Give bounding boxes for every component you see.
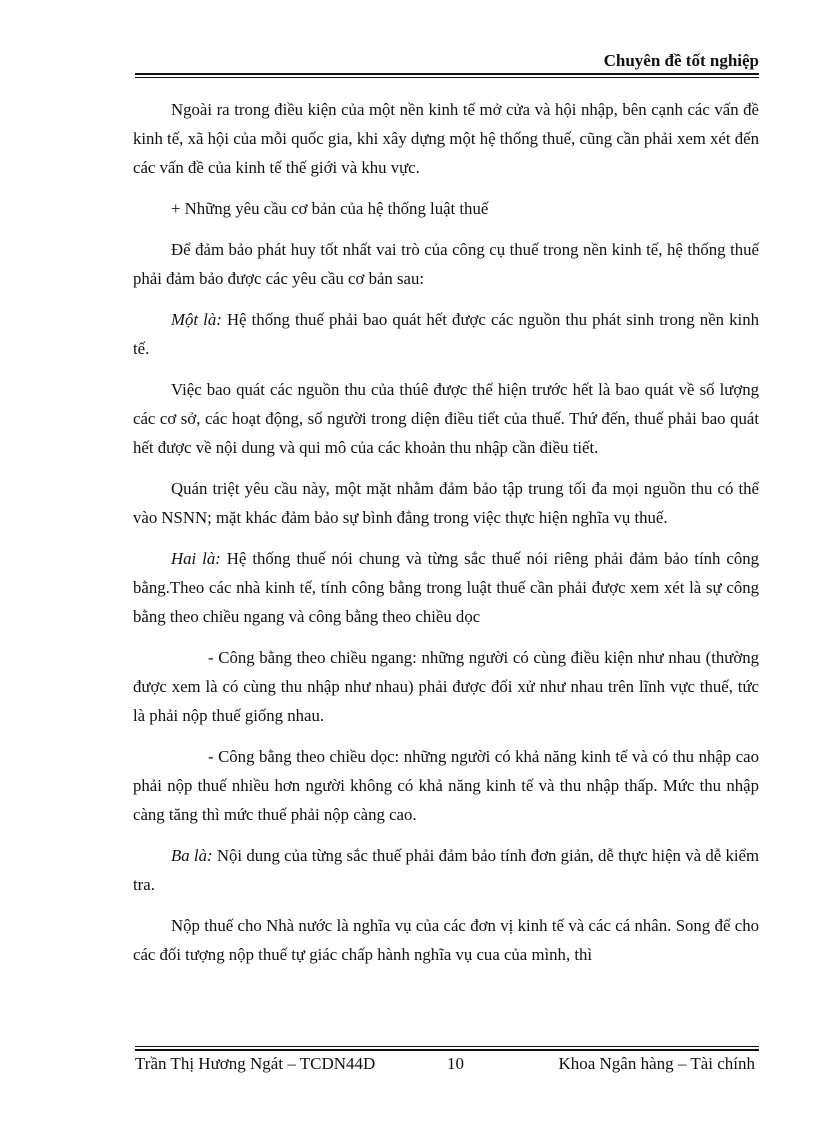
paragraph-text: Nộp thuế cho Nhà nước là nghĩa vụ của các đơn vị kinh tế và các cá nhân. Song để cho các đối tượng nộp thuế tự giác chấp hành nghĩa vụ cua của mình, thì bbox=[133, 916, 759, 964]
paragraph bbox=[133, 375, 759, 462]
paragraph bbox=[133, 235, 759, 293]
paragraph-text: Việc bao quát các nguồn thu của thúê được thể hiện trước hết là bao quát về số lượng các cơ sở, các hoạt động, số người trong diện điều tiết của thuế. Thứ đến, thuế phải bao quát hết được về nội dung và qui mô của các khoản thu nhập cần điều tiết. bbox=[133, 380, 759, 457]
paragraph-lead: Một là: bbox=[171, 310, 222, 329]
paragraph-intro bbox=[133, 95, 759, 182]
paragraph-requirement-1 bbox=[133, 305, 759, 363]
paragraph-text: Để đảm bảo phát huy tốt nhất vai trò của công cụ thuế trong nền kinh tế, hệ thống thuế phải đảm bảo được các yêu cầu cơ bản sau: bbox=[133, 240, 759, 288]
paragraph-bullet bbox=[133, 742, 759, 829]
paragraph-requirement-2 bbox=[133, 544, 759, 631]
footer-rule-thick bbox=[135, 1049, 759, 1051]
paragraph bbox=[133, 474, 759, 532]
paragraph-text: Hệ thống thuế nói chung và từng sắc thuế nói riêng phải đảm bảo tính công bằng.Theo các nhà kinh tế, tính công bằng trong luật thuế cần phải được xem xét là sự công bằng theo chiều ngang và công bằng theo chiều dọc bbox=[133, 549, 759, 626]
paragraph-bullet bbox=[133, 643, 759, 730]
page-number: 10 bbox=[447, 1054, 464, 1073]
paragraph-text: Quán triệt yêu cầu này, một mặt nhằm đảm bảo tập trung tối đa mọi nguồn thu có thể vào NSNN; mặt khác đảm bảo sự bình đẳng trong việc thực hiện nghĩa vụ thuế. bbox=[133, 479, 759, 527]
paragraph-lead: Hai là: bbox=[171, 549, 221, 568]
page-header bbox=[135, 50, 759, 78]
paragraph-lead: Ba là: bbox=[171, 846, 213, 865]
paragraph-text: Ngoài ra trong điều kiện của một nền kinh tế mở cửa và hội nhập, bên cạnh các vấn đề kinh tế, xã hội của mỗi quốc gia, khi xây dựng một hệ thống thuế, cũng cần phải xem xét đến các vấn đề của kinh tế thế giới và khu vực. bbox=[133, 100, 759, 177]
footer-rule-thin bbox=[135, 1046, 759, 1047]
paragraph-text: Nội dung của từng sắc thuế phải đảm bảo tính đơn giản, dễ thực hiện và dễ kiểm tra. bbox=[133, 846, 759, 894]
footer-author: Trần Thị Hương Ngát – TCDN44D bbox=[135, 1054, 376, 1073]
paragraph-text: - Công bằng theo chiều dọc: những người có khả năng kinh tế và có thu nhập cao phải nộp thuế nhiều hơn người không có khả năng kinh tế và thu nhập thấp. Mức thu nhập càng tăng thì mức thuế phải nộp càng cao. bbox=[133, 747, 759, 824]
paragraph bbox=[133, 911, 759, 969]
paragraph-text: Hệ thống thuế phải bao quát hết được các nguồn thu phát sinh trong nền kinh tế. bbox=[133, 310, 759, 358]
paragraph-text: + Những yêu cầu cơ bản của hệ thống luật thuế bbox=[171, 199, 489, 218]
paragraph-heading bbox=[133, 194, 759, 223]
header-rule-thick bbox=[135, 73, 759, 75]
document-title: Chuyên đề tốt nghiệp bbox=[603, 51, 759, 70]
footer-department: Khoa Ngân hàng – Tài chính bbox=[558, 1054, 755, 1073]
paragraph-text: - Công bằng theo chiều ngang: những người có cùng điều kiện như nhau (thường được xem là có cùng thu nhập như nhau) phải được đối xử như nhau trên lĩnh vực thuế, tức là phải nộp thuế giống nhau. bbox=[133, 648, 759, 725]
document-body bbox=[133, 95, 759, 981]
paragraph-requirement-3 bbox=[133, 841, 759, 899]
page-footer bbox=[135, 1046, 759, 1075]
header-rule-thin bbox=[135, 77, 759, 78]
